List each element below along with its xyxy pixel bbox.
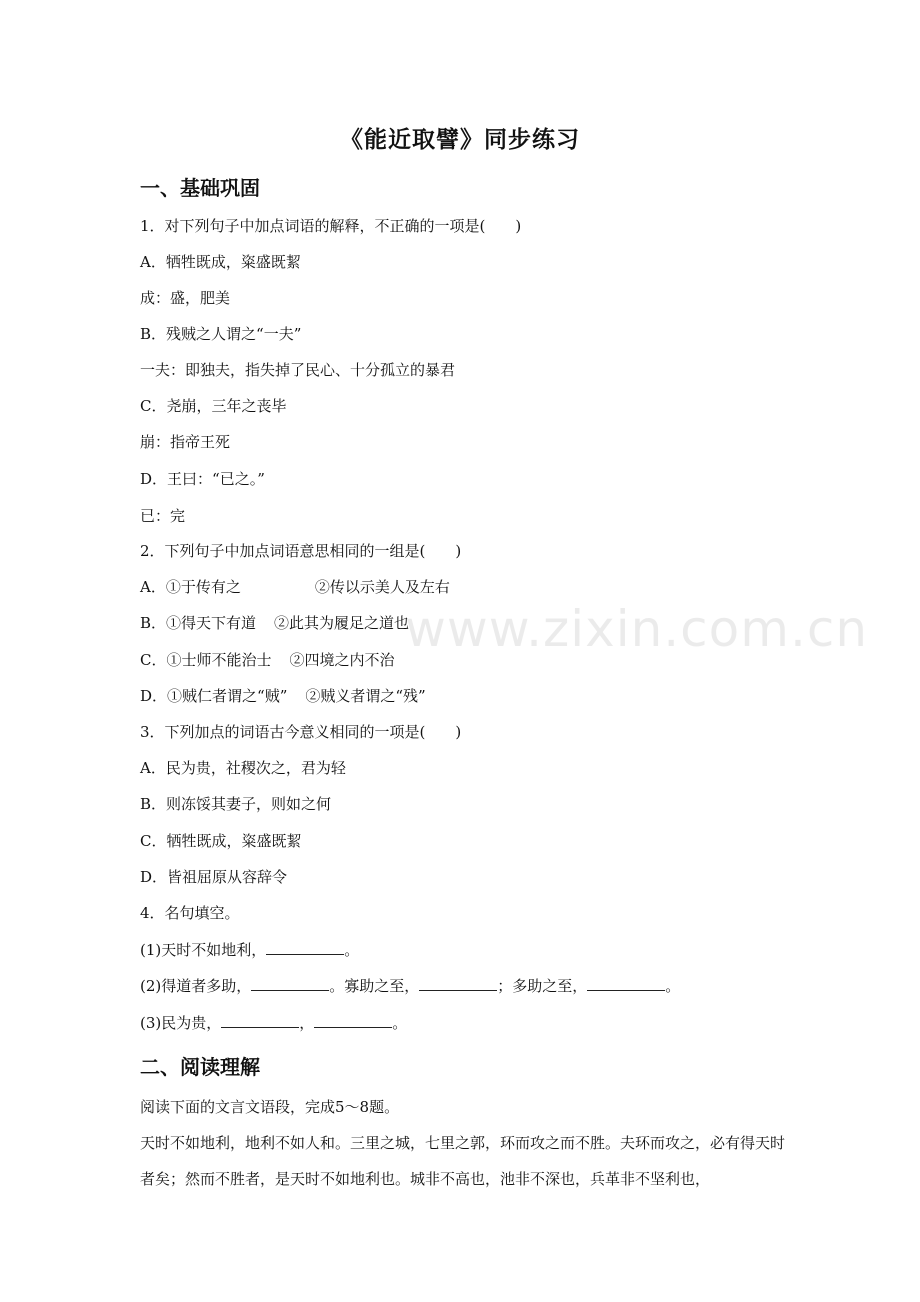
q2-option-b-first: B．①得天下有道 [140, 614, 257, 632]
q2-option-c [140, 650, 395, 670]
q3-option-a: A．民为贵，社稷次之，君为轻 [140, 759, 346, 777]
q3-option-c: C．牺牲既成，粢盛既絜 [140, 832, 302, 850]
q2-stem: 2．下列句子中加点词语意思相同的一组是( ) [140, 542, 462, 560]
q4-stem: 4．名句填空。 [140, 904, 240, 922]
q4-line-2-mid1: 。寡助之至， [329, 977, 420, 995]
q4-line-2-text: (2)得道者多助， [140, 977, 252, 995]
reading-passage: 天时不如地利，地利不如人和。三里之城，七里之郭，环而攻之而不胜。夫环而攻之，必有得天时者矣；然而不胜者，是天时不如地利也。城非不高也，池非不深也，兵革非不坚利也， [140, 1134, 786, 1188]
reading-intro: 阅读下面的文言文语段，完成5～8题。 [140, 1098, 400, 1116]
q4-line-2 [140, 976, 680, 996]
section-heading-reading: 二、阅读理解 [140, 1055, 260, 1079]
q4-line-2-end: 。 [665, 977, 681, 995]
q1-stem: 1．对下列句子中加点词语的解释，不正确的一项是( ) [140, 217, 522, 235]
blank-6[interactable] [314, 1013, 392, 1028]
q1-option-b-explanation: 一夫：即独夫，指失掉了民心、十分孤立的暴君 [140, 361, 456, 379]
q1-option-d-explanation: 已：完 [140, 507, 186, 525]
q2-option-c-first: C．①士师不能治士 [140, 651, 272, 669]
q2-option-a-first: A．①于传有之 [140, 578, 241, 596]
q2-option-b [140, 613, 409, 633]
q3-stem: 3．下列加点的词语古今意义相同的一项是( ) [140, 723, 462, 741]
q2-option-a-second: ②传以示美人及左右 [314, 578, 450, 596]
page-title: 《能近取譬》同步练习 [340, 127, 580, 153]
q4-line-3-text: (3)民为贵， [140, 1014, 222, 1032]
blank-1[interactable] [266, 940, 344, 955]
watermark: www.zixin.com.cn [405, 600, 869, 658]
blank-2[interactable] [251, 976, 329, 991]
q4-line-3-mid: ， [299, 1014, 315, 1032]
q4-line-3-end: 。 [392, 1014, 408, 1032]
q2-option-d-first: D．①贼仁者谓之“贼” [140, 687, 288, 705]
q4-line-3 [140, 1013, 407, 1033]
blank-4[interactable] [587, 976, 665, 991]
q4-line-1-end: 。 [344, 941, 360, 959]
q4-line-2-mid2: ；多助之至， [497, 977, 588, 995]
q3-option-d: D．皆祖屈原从容辞令 [140, 868, 288, 886]
q3-option-b: B．则冻馁其妻子，则如之何 [140, 795, 332, 813]
q2-option-a [140, 577, 450, 597]
section-heading-basics: 一、基础巩固 [140, 176, 260, 200]
q4-line-1 [140, 940, 359, 960]
q1-option-a: A．牺牲既成，粢盛既絜 [140, 253, 301, 271]
blank-5[interactable] [221, 1013, 299, 1028]
q1-option-d: D．王曰：“已之。” [140, 470, 265, 488]
q1-option-b: B．残贼之人谓之“一夫” [140, 325, 302, 343]
q1-option-a-explanation: 成：盛，肥美 [140, 289, 231, 307]
q4-line-1-text: (1)天时不如地利， [140, 941, 267, 959]
q2-option-b-second: ②此其为履足之道也 [274, 614, 410, 632]
q2-option-d-second: ②贼义者谓之“残” [305, 687, 426, 705]
blank-3[interactable] [419, 976, 497, 991]
q1-option-c-explanation: 崩：指帝王死 [140, 433, 231, 451]
q2-option-c-second: ②四境之内不治 [289, 651, 395, 669]
q1-option-c: C．尧崩，三年之丧毕 [140, 397, 287, 415]
q2-option-d [140, 686, 426, 706]
